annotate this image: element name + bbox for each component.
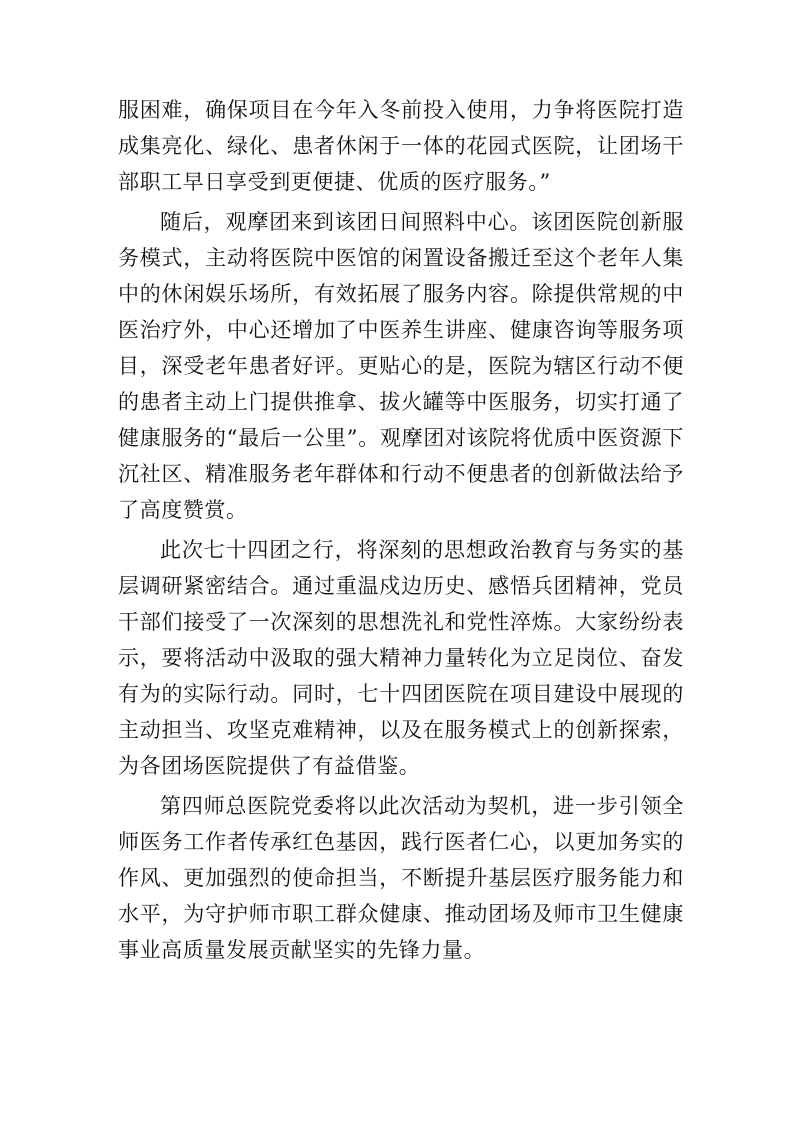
paragraph-conclusion: 第四师总医院党委将以此次活动为契机，进一步引领全师医务工作者传承红色基因，践行医者仁心，以更加务实的作风、更加强烈的使命担当，不断提升基层医疗服务能力和水平，为守护师市职工群众健康、推动团场及师市卫生健康事业高质量发展贡献坚实的先锋力量。 <box>118 794 684 962</box>
paragraph-continuation: 服困难，确保项目在今年入冬前投入使用，力争将医院打造成集亮化、绿化、患者休闲于一体的花园式医院，让团场干部职工早日享受到更便捷、优质的医疗服务。” <box>118 98 684 194</box>
paragraph-day-care-center: 随后，观摩团来到该团日间照料中心。该团医院创新服务模式，主动将医院中医馆的闲置设备搬迁至这个老年人集中的休闲娱乐场所，有效拓展了服务内容。除提供常规的中医治疗外，中心还增加了中医养生讲座、健康咨询等服务项目，深受老年患者好评。更贴心的是，医院为辖区行动不便的患者主动上门提供推拿、拔火罐等中医服务，切实打通了健康服务的“最后一公里”。观摩团对该院将优质中医资源下沉社区、精准服务老年群体和行动不便患者的创新做法给予了高度赞赏。 <box>118 210 684 522</box>
paragraph-visit-summary: 此次七十四团之行，将深刻的思想政治教育与务实的基层调研紧密结合。通过重温戍边历史、感悟兵团精神，党员干部们接受了一次深刻的思想洗礼和党性淬炼。大家纷纷表示，要将活动中汲取的强大精神力量转化为立足岗位、奋发有为的实际行动。同时，七十四团医院在项目建设中展现的主动担当、攻坚克难精神，以及在服务模式上的创新探索，为各团场医院提供了有益借鉴。 <box>118 538 684 778</box>
document-body <box>118 92 684 968</box>
